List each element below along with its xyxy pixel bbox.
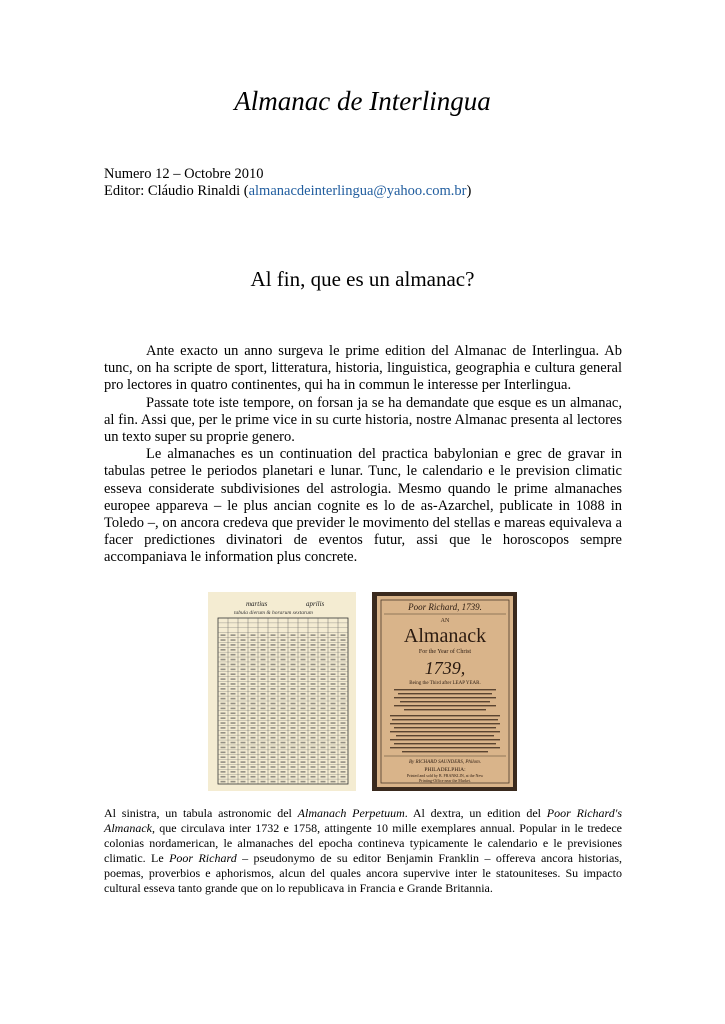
cover-line-1: Poor Richard, 1739. [408, 602, 482, 612]
editor-email-link[interactable]: almanacdeinterlingua@yahoo.com.br [248, 183, 467, 199]
editor-line [104, 183, 471, 200]
journal-title: Almanac de Interlingua [234, 86, 491, 116]
table-subheading: tabula dierum & horarum sextarum [234, 610, 313, 616]
issue-line: Numero 12 – Octobre 2010 [104, 166, 264, 182]
table-heading-right: aprilis [306, 600, 325, 608]
caption-text-3: , que circulava inter 1732 e 1758, attingente 10 mille exemplares annual. Popular in le tredece colonias nordamerican, le almanaches del epocha contineva typicamente le calendario e le previsiones climatic. Le [104, 821, 622, 865]
caption-italic-3: Poor Richard [169, 851, 237, 865]
cover-line-2: AN [440, 618, 450, 624]
figure-caption [104, 806, 622, 896]
article-title: Al fin, que es un almanac? [250, 267, 475, 291]
caption-text-1: Al sinistra, un tabula astronomic del [104, 806, 298, 820]
cover-line-6: Being the Third after LEAP YEAR. [409, 681, 481, 686]
paragraph-1: Ante exacto un anno surgeva le prime edition del Almanac de Interlingua. Ab tunc, on ha scripte de sport, litteratura, historia, linguistica, geographia e cultura general pro lectores in quatro continentes, qui ha in commun le interesse per Interlingua. [104, 343, 622, 394]
caption-italic-1: Almanach Perpetuum [297, 806, 405, 820]
cover-line-3: Almanack [403, 625, 487, 647]
paragraph-3: Le almanaches es un continuation del practica babylonian e grec de gravar in tabulas petree le periodos planetari e lunar. Tunc, le calendario e le prevision climatic esseva considerate subdivisiones del astrologia. Mesmo quando le prime almanaches europee appareva – le plus ancian cognite es lo de as-Azarchel, publicate in 1088 in Toledo –, on ancora credeva que previder le movimento del stellas e mareas equivaleva a facer predictiones divinatori de eventos futur, assi que le horoscopos sempre accompaniava le information plus concrete. [104, 446, 622, 566]
cover-line-10: Printing-Office near the Market. [419, 778, 471, 783]
caption-text-2: . Al dextra, un edition del [404, 806, 547, 820]
editor-suffix: ) [466, 183, 472, 199]
cover-line-4: For the Year of Christ [418, 649, 472, 655]
cover-line-8: PHILADELPHIA: [424, 767, 466, 773]
cover-line-9: Printed and sold by B. FRANKLIN, at the New [406, 773, 484, 778]
table-heading-left: martius [246, 600, 268, 608]
issue-meta [104, 166, 471, 200]
caption-italic-2: Poor Richard's Almanack [104, 806, 623, 835]
almanach-perpetuum-table-image [208, 592, 356, 791]
cover-line-5: 1739, [424, 658, 466, 678]
editor-prefix: Editor: Cláudio Rinaldi ( [104, 183, 249, 199]
caption-text-4: – pseudonymo de su editor Benjamin Franklin – offereva ancora historias, poemas, proverbios e aphorismos, alcun del quales ancora supervive inter le statouniteses. Su impacto cultural esseva tanto grande que on lo republicava in Francia e Grande Britannia. [104, 851, 623, 895]
paragraph-2: Passate tote iste tempore, on forsan ja se ha demandate que esque es un almanac, al fin. Assi que, per le prime vice in su curte historia, nostre Almanac presenta al lectores un texto super su proprie genero. [104, 394, 622, 446]
poor-richard-cover-image [372, 592, 517, 791]
cover-line-7: By RICHARD SAUNDERS, Philom. [408, 760, 482, 765]
article-body [104, 343, 622, 567]
